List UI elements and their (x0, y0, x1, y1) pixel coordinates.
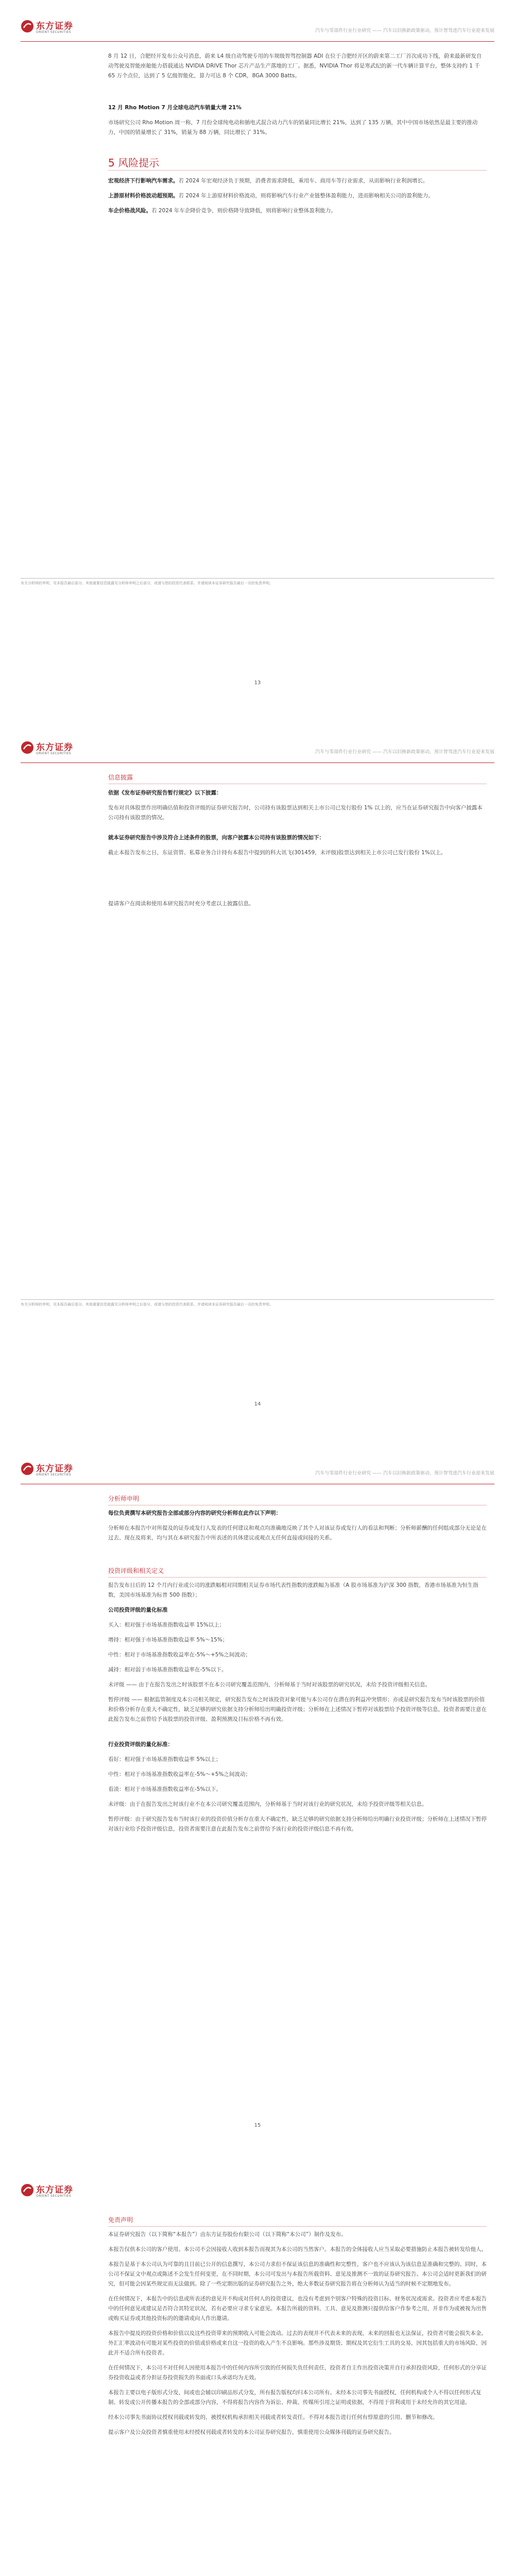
paragraph: 本报告中提及的投资价格和价值以及这些投资带来的预期收入可能会波动。过去的表现并不代表未来的表现，未来的回报也无法保证，投资者可能会损失本金。外汇汇率波动有可能对某些投资的价值或价格或来自这一投资的收入产生不良影响。那些涉及期货、期权及其它衍生工具的交易，因其包括重大的市场风险，因此并不适合所有投资者。 (108, 2330, 487, 2356)
list-item: 中性：相对于市场基准指数收益率在-5%～+5%之间波动； (108, 1652, 251, 1658)
paragraph: 本报告主要以电子版形式分发，间或也会辅以印刷品形式分发，所有报告版权均归本公司所有。未经本公司事先书面授权，任何机构或个人不得以任何形式复制、转发或公开传播本报告的全部或部分内容，不得将报告内容作为诉讼、仲裁、传媒所引用之证明或依据，不得用于营利或用于未经允许的其它用途。 (108, 2389, 482, 2405)
header-report-title: 汽车与零部件行业行业研究 —— 汽车以旧换新政策驱动，预计智驾进汽车行业迎来发展 (315, 28, 494, 33)
list-item: 中性：相对于市场基准指数收益率在-5%～+5%之间波动； (108, 1771, 251, 1777)
news-heading: 12 月 Rho Motion 7 月全球电动汽车销量大增 21% (108, 105, 242, 111)
logo-text: 东方证券 (36, 2185, 73, 2195)
page-header (21, 1460, 494, 1481)
logo-subtext: ORIENT SECURITIES (36, 1473, 72, 1477)
paragraph: 提示客户及公众投资者慎重使用未经授权刊载或者转发的本公司证券研究报告，慎重使用公众媒体刊载的证券研究报告。 (108, 2429, 395, 2435)
orient-logo-icon (21, 1462, 34, 1476)
list-item: 增持：相对强于市场基准指数收益率 5%～15%； (108, 1637, 228, 1643)
orient-logo-icon (21, 741, 34, 754)
list-item: 未评级：由于在报告发出之时该行业不在本公司研究覆盖范围内，分析师基于当时对该行业的研究状况，未给予投资评级等相关信息。 (108, 1801, 427, 1807)
report-page-14 (0, 721, 515, 1443)
risk-label: 上游原材料价格波动超预期。 (108, 193, 179, 199)
section-title: 免责声明 (108, 2215, 487, 2227)
rating-subheading: 行业投资评级的量化标准： (108, 1741, 173, 1748)
list-item: 未评级 —— 由于在报告发出之时该股票不在本公司研究覆盖范围内，分析师基于当时对该股票的研究状况，未给予投资评级相关信息。 (108, 1682, 431, 1688)
company-logo (21, 739, 77, 759)
paragraph: 截止本报告发布之日，东证资管、私募业务合计持有本报告中提到的科大讯飞(301459，未评级)股票达到相关上市公司已发行股份 1%以上。 (108, 850, 447, 856)
risk-text: 若 2024 年宏观经济负于预期，消费者需求降低，乘用车、商用车等行业需求，从而影响行业利润增长。 (178, 178, 428, 184)
analyst-body (108, 1509, 487, 1548)
logo-subtext: ORIENT SECURITIES (36, 2194, 72, 2198)
page-header (21, 18, 494, 38)
list-item: 看淡：相对于市场基准指数收益率在-5%以下。 (108, 1786, 221, 1792)
logo-text: 东方证券 (36, 742, 73, 753)
risk-label: 宏观经济下行影响汽车需求。 (108, 178, 179, 184)
risk-text: 若 2024 年上游原材料价格波动，则将影响汽车行业产业链整体盈利能力，进而影响相关公司的盈利能力。 (178, 193, 434, 199)
paragraph: 8 月 12 日，合肥经开发布公众号消息，蔚来 L4 级自动驾驶专用的车规级智驾控制器 ADI 在位于合肥经开区的蔚来第二工厂首次成功下线，蔚来最新研发自动驾驶及智能座舱能力搭载通达 NVIDIA DRIVE Thor 芯片产品生产落地的工厂。据悉，NVIDIA Thor 将是寒武纪的新一代车辆计算平台，整体支持约 1 千 65 万个点位，达到了 5 亿级智能化，算力可达 8 个 CDR，8GA 3000 Batts。 (108, 53, 482, 79)
paragraph: 在任何情况下，本报告中的信息或所表述的意见并不构成对任何人的投资建议，也没有考虑到个别客户特殊的投资目标、财务状况或需求。投资者应考虑本报告中的任何意见或建议是否符合其特定状况，若有必要应寻求专家意见。本报告所载的资料、工具、意见及推测只提供给客户作参考之用，并非作为或被视为出售或购买证券或其他投资标的的邀请或向人作出邀请。 (108, 2296, 487, 2321)
list-item: 买入：相对强于市场基准指数收益率 15%以上； (108, 1622, 225, 1628)
logo-subtext: ORIENT SECURITIES (36, 752, 72, 755)
section-title: 投资评级和相关定义 (108, 1566, 487, 1578)
company-logo (21, 2181, 77, 2202)
paragraph: 本报告仅供本公司的客户使用。本公司不会因接收人收到本报告而视其为本公司的当然客户。本报告的全体接收人应当采取必要措施防止本报告被转发给他人。 (108, 2246, 487, 2252)
footer-divider (21, 1299, 494, 1300)
report-page-disclaimer (0, 2164, 515, 2576)
risk-label: 车企价格战风险。 (108, 208, 151, 214)
company-logo (21, 1460, 77, 1481)
list-item: 暂停评级：由于研究报告发布当时该行业的投资价值分析存在重大不确定性，缺乏足够的研究依据支持分析师给出明确行业投资评级；分析师在上述情况下暂停对该行业给予投资评级信息，投资者需要注意在此报告发布之前曾给予该行业的投资评级信息不再有效。 (108, 1816, 487, 1832)
header-report-title: 汽车与零部件行业行业研究 —— 汽车以旧换新政策驱动，预计智驾进汽车行业迎来发展 (315, 750, 494, 755)
disclaimer-body (108, 2230, 487, 2443)
paragraph: 本报告是基于本公司认为可靠的且目前已公开的信息撰写，本公司力求但不保证该信息的准确性和完整性，客户也不应该认为该信息是准确和完整的。同时，本公司不保证文中观点或陈述不会发生任何变更，在不同时期，本公司可发出与本报告所载资料、意见及推测不一致的证券研究报告。本公司会适时更新我们的研究，但可能会因某些规定而无法做到。除了一些定期出版的证券研究报告之外，绝大多数证券研究报告将在分析师认为适当的时候不定期地发布。 (108, 2261, 487, 2287)
page-header (21, 739, 494, 759)
paragraph: 在任何情况下，本公司不对任何人因使用本报告中的任何内容所引致的任何损失负任何责任，投资者自主作出投资决策并自行承担投资风险，任何形式的分享证券投资收益或者分担证券投资损失的书面或口头承诺均为无效。 (108, 2365, 487, 2381)
paragraph: 本证券研究报告（以下简称“本报告”）由东方证券股份有限公司（以下简称“本公司”）制作及发布。 (108, 2231, 347, 2238)
section-title: 信息披露 (108, 773, 487, 784)
header-divider (21, 41, 494, 42)
paragraph: 市场研究公司 Rho Motion 周一称，7 月份全球纯电动和插电式混合动力汽车的销量同比增长 21%，达到了 135 万辆，其中中国市场依然是最主要的推动力，中国的销量增长了 31%，销量为 88 万辆，同比增长了 31%。 (108, 120, 478, 135)
rating-body (108, 1581, 487, 1839)
risk-item (108, 206, 487, 216)
report-page-13 (0, 0, 515, 721)
list-item: 看好：相对强于市场基准指数收益率 5%以上； (108, 1756, 221, 1762)
footer-disclaimer: 有关分析师的申明，见本报告最后部分。其他重要信息披露见分析师申明之后部分，或请与您的投资代表联系。并请阅读本证券研究报告最后一页的免责申明。 (21, 581, 273, 585)
page-number: 14 (254, 1401, 261, 1407)
disclosure-body (108, 788, 487, 914)
page-number: 13 (254, 680, 261, 686)
list-item: 暂停评级 —— 根据监管制度及本公司相关规定，研究报告发布之时该投资对象可能与本公司存在潜在的利益冲突情形；亦或是研究报告发布当时该股票的价值和价格分析存在重大不确定性，缺乏足够的研究依据支持分析师给出明确投资评级；分析师在上述情况下暂停对该股票给予投资评级等信息，投资者需要注意在此报告发布之前曾给予该股票的投资评级、盈利预测及目标价格不再有效。 (108, 1697, 487, 1722)
section-title: 5 风险提示 (108, 157, 160, 169)
analyst-heading: 每位负责撰写本研究报告全部或部分内容的研究分析师在此作以下声明： (108, 1510, 281, 1516)
orient-logo-icon (21, 20, 34, 33)
logo-subtext: ORIENT SECURITIES (36, 30, 72, 34)
paragraph: 报告发布日后的 12 个月内行业或公司的涨跌幅相对同期相关证券市场代表性指数的涨跌幅为基准（A 股市场基准为沪深 300 指数，香港市场基准为恒生指数，美国市场基准为标普 500 指数）； (108, 1582, 478, 1598)
orient-logo-icon (21, 2183, 34, 2197)
header-report-title: 汽车与零部件行业行业研究 —— 汽车以旧换新政策驱动，预计智驾进汽车行业迎来发展 (315, 1471, 494, 1476)
logo-text: 东方证券 (36, 21, 73, 31)
rating-subheading: 公司投资评级的量化标准 (108, 1607, 168, 1613)
disclosure-heading: 依据《发布证券研究报告暂行规定》以下披露： (108, 790, 222, 796)
footer-divider (21, 578, 494, 579)
risk-item (108, 191, 487, 201)
page-number: 15 (254, 2123, 261, 2128)
section-divider (108, 170, 487, 171)
risk-list (108, 176, 487, 221)
header-divider (21, 762, 494, 763)
report-page-15 (0, 1443, 515, 2164)
paragraph: 发布对具体股票作出明确估值和投资评级的证券研究报告时，公司持有该股票达到相关上市公司已发行股份 1% 以上的，应当在证券研究报告中向客户披露本公司持有该股票的情况。 (108, 805, 483, 821)
paragraph: 分析师在本报告中对所提及的证券或发行人发表的任何建议和观点均准确地反映了其个人对该证券或发行人的看法和判断；分析师薪酬的任何组成部分无论是在过去、现在及将来，均与其在本研究报告中所表述的具体建议或观点无任何直接或间接的关系。 (108, 1525, 487, 1541)
list-item: 减持：相对弱于市场基准指数收益率在-5%以下。 (108, 1667, 227, 1673)
risk-item (108, 176, 487, 186)
paragraph: 提请客户在阅读和使用本研究报告时充分考虑以上披露信息。 (108, 901, 254, 907)
footer-disclaimer: 有关分析师的申明，见本报告最后部分。其他重要信息披露见分析师申明之后部分，或请与您的投资代表联系。并请阅读本证券研究报告最后一页的免责申明。 (21, 1302, 273, 1307)
disclosure-heading: 就本证券研究报告中涉及符合上述条件的股票，向客户披露本公司持有该股票的情况如下： (108, 835, 324, 841)
logo-text: 东方证券 (36, 1464, 73, 1474)
body-section (108, 52, 487, 86)
paragraph: 经本公司事先书面协议授权刊载或转发的，被授权机构承担相关刊载或者转发责任。不得对本报告进行任何有悖原意的引用、删节和修改。 (108, 2414, 438, 2420)
page-header (21, 2181, 494, 2202)
company-logo (21, 18, 77, 38)
risk-text: 若 2024 年车企降价竞争，则价格降导致降低，则将影响行业整体盈利能力。 (151, 208, 336, 214)
section-title: 分析师申明 (108, 1494, 487, 1505)
body-section (108, 103, 487, 143)
